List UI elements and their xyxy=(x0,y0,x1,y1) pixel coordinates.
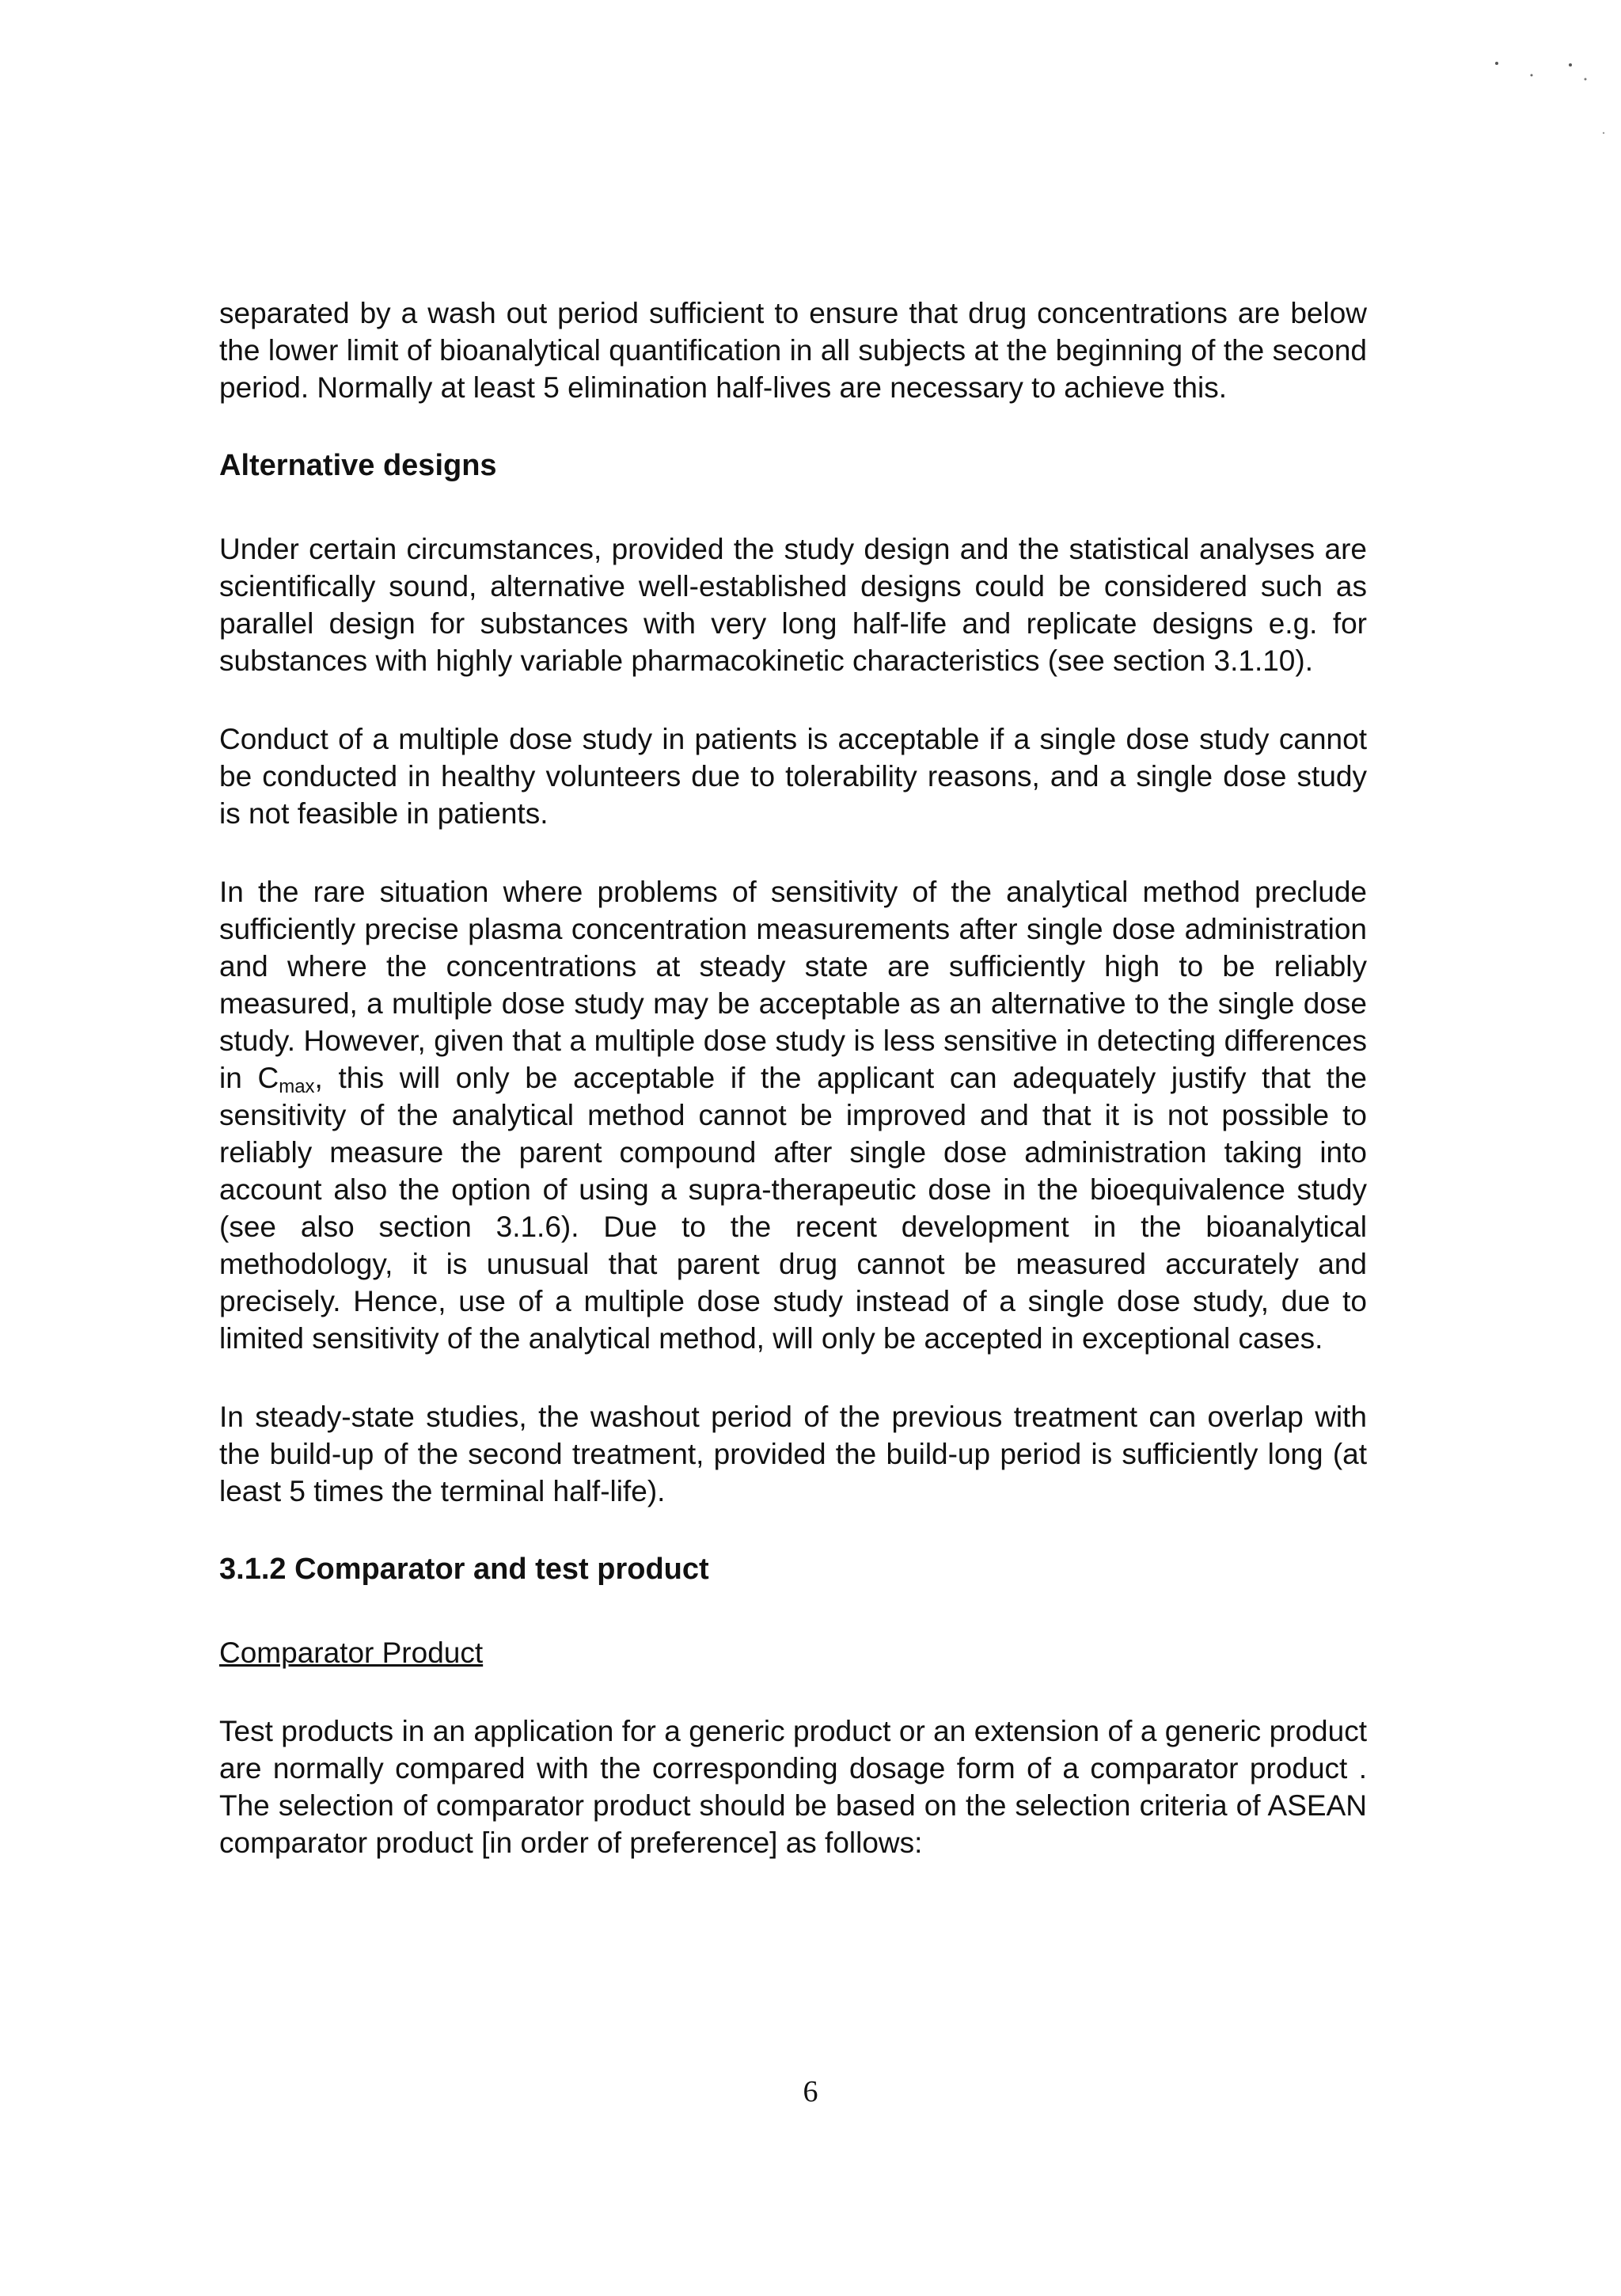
subheading-comparator-product: Comparator Product xyxy=(219,1636,484,1669)
paragraph-alternative-4: In steady-state studies, the washout period of the previous treatment can overlap with the build-up of the second treatment, provided the build-up period is sufficiently long (at least 5 times the terminal half-life). xyxy=(219,1401,1367,1507)
paragraph-alternative-3-text-a: In the rare situation where problems of sensitivity of the analytical method preclude sufficiently precise plasma concentration measurements after single dose administration and where the concentrations at steady state are sufficiently high to be reliably measured, a multiple dose study may be acceptable as an alternative to the single dose study. However, given that a multiple dose study is less sensitive in detecting differences in C xyxy=(219,876,1367,1094)
paragraph-alternative-3 xyxy=(219,873,1367,1357)
cmax-subscript: max xyxy=(279,1076,315,1097)
paragraph-alternative-1: Under certain circumstances, provided the study design and the statistical analyses are scientifically sound, alternative well-established designs could be considered such as parallel design for substances with very long half-life and replicate designs e.g. for substances with highly variable pharmacokinetic characteristics (see section 3.1.10). xyxy=(219,533,1367,677)
paragraph-alternative-3-text-b: , this will only be acceptable if the applicant can adequately justify that the sensitivity of the analytical method cannot be improved and that it is not possible to reliably measure the parent compound after single dose administration taking into account also the option of using a supra-therapeutic dose in the bioequivalence study (see also section 3.1.6). Due to the recent development in the bioanalytical methodology, it is unusual that parent drug cannot be measured accurately and precisely. Hence, use of a multiple dose study instead of a single dose study, due to limited sensitivity of the analytical method, will only be accepted in exceptional cases. xyxy=(219,1062,1367,1355)
page-number: 6 xyxy=(803,2075,818,2108)
heading-alternative-designs: Alternative designs xyxy=(219,449,497,482)
heading-section-3-1-2: 3.1.2 Comparator and test product xyxy=(219,1553,709,1586)
paragraph-comparator: Test products in an application for a generic product or an extension of a generic product are normally compared with the corresponding dosage form of a comparator product . The selection of comparator product should be based on the selection criteria of ASEAN comparator product [in order of preference] as follows: xyxy=(219,1715,1367,1859)
scan-speckles xyxy=(1463,0,1621,158)
paragraph-intro: separated by a wash out period sufficient to ensure that drug concentrations are below the lower limit of bioanalytical quantification in all subjects at the beginning of the second period. Normally at least 5 elimination half-lives are necessary to achieve this. xyxy=(219,297,1367,404)
paragraph-alternative-2: Conduct of a multiple dose study in patients is acceptable if a single dose study cannot be conducted in healthy volunteers due to tolerability reasons, and a single dose study is not feasible in patients. xyxy=(219,723,1367,830)
document-body xyxy=(219,295,1367,1861)
